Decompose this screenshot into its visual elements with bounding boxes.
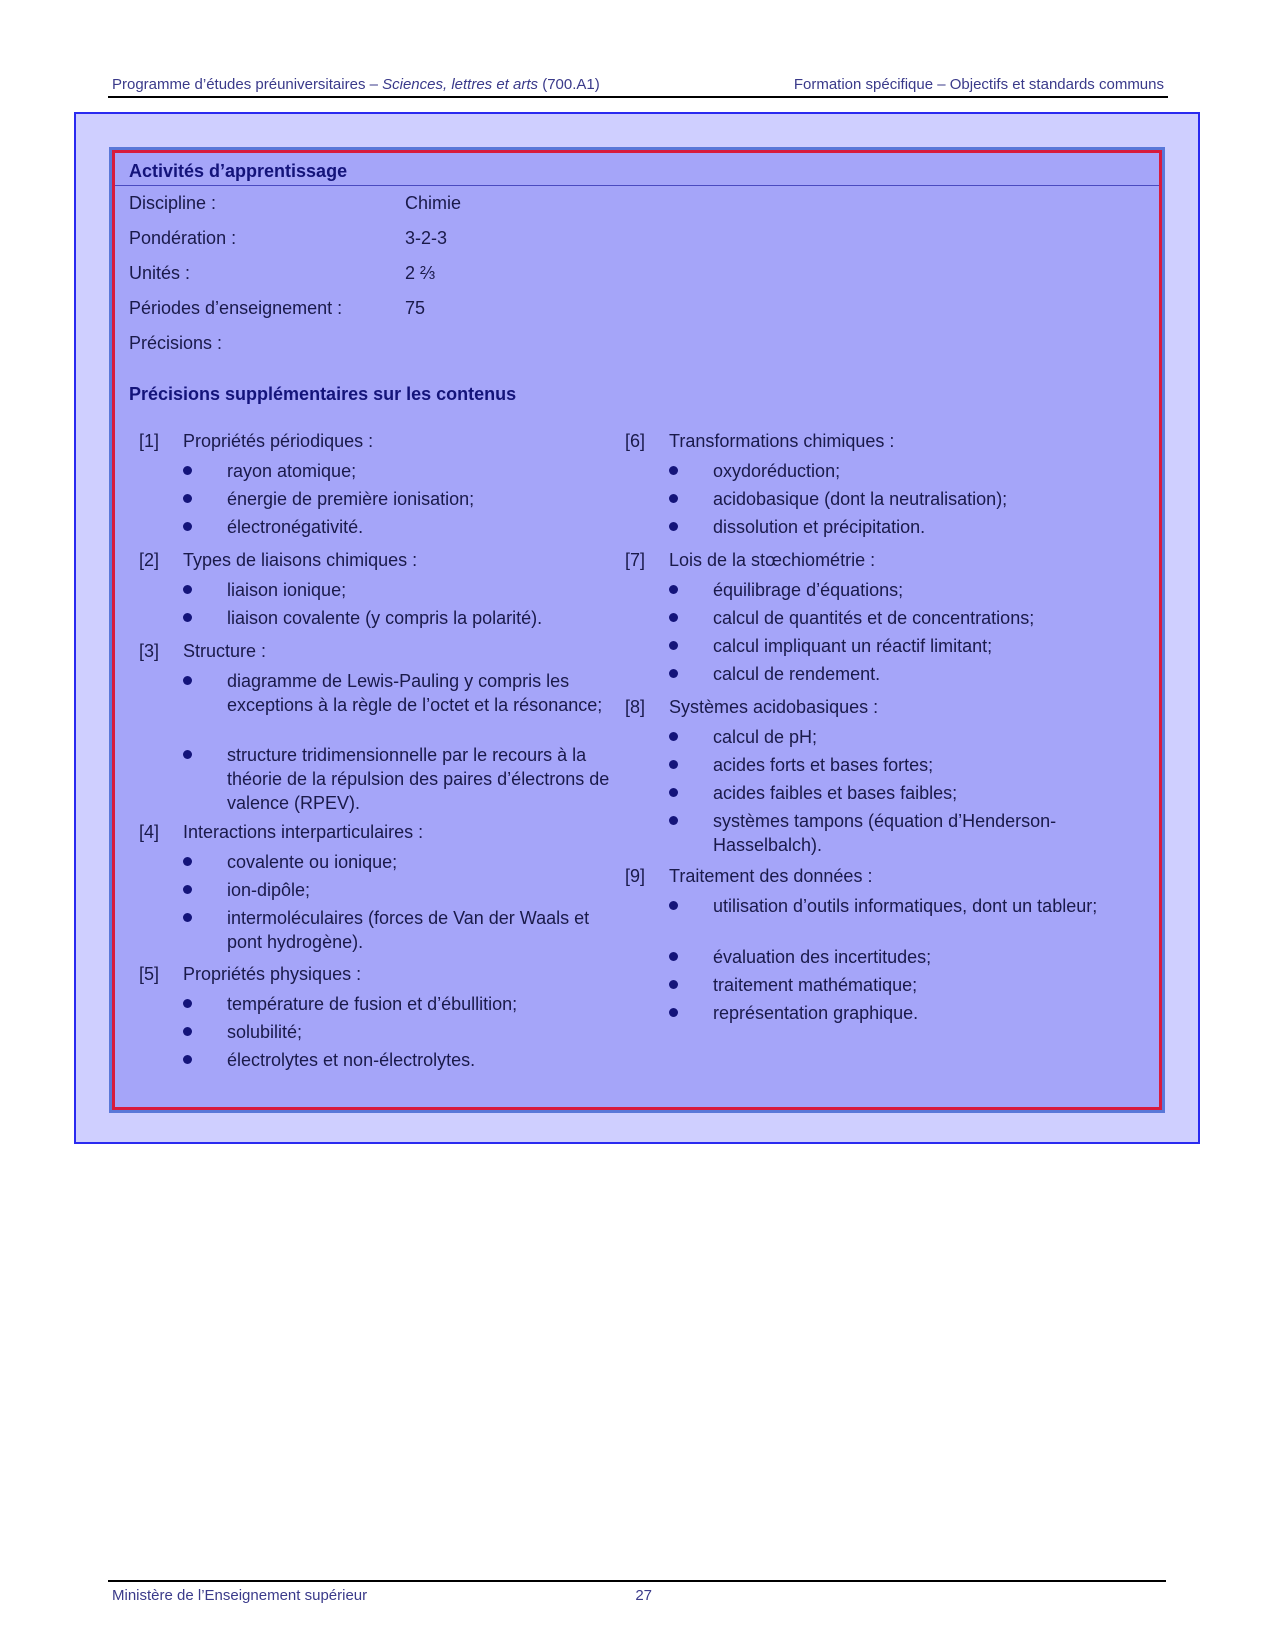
page-number: 27 — [635, 1587, 652, 1604]
list-item-text: calcul impliquant un réactif limitant; — [713, 636, 993, 656]
field-label-discipline: Discipline : — [129, 193, 217, 213]
list-item-text: électronégativité. — [227, 517, 364, 537]
bullet-icon — [669, 901, 678, 910]
bullet-icon — [669, 980, 678, 989]
topic-label: Systèmes acidobasiques : — [669, 697, 879, 717]
list-item-text: oxydoréduction; — [713, 461, 841, 481]
list-item-text: électrolytes et non-électrolytes. — [227, 1050, 476, 1070]
bullet-icon — [669, 732, 678, 741]
bullet-icon — [183, 585, 192, 594]
topic-number: [4] — [139, 822, 160, 842]
topic-number: [9] — [625, 866, 646, 886]
list-item-text: liaison covalente (y compris la polarité). — [227, 608, 543, 628]
bullet-icon — [669, 788, 678, 797]
header-italic: Sciences, lettres et arts — [382, 76, 539, 93]
list-item-text: structure tridimensionnelle par le recours à la théorie de la répulsion des paires d’électrons de valence (RPEV). — [227, 745, 610, 813]
bullet-icon — [669, 816, 678, 825]
bullet-icon — [669, 613, 678, 622]
list-item-text: évaluation des incertitudes; — [713, 947, 932, 967]
list-item-text: calcul de quantités et de concentrations; — [713, 608, 1035, 628]
bullet-icon — [669, 494, 678, 503]
list-item-text: rayon atomique; — [227, 461, 357, 481]
topic-number: [5] — [139, 964, 160, 984]
bullet-icon — [183, 999, 192, 1008]
field-value-ponderation: 3-2-3 — [405, 228, 448, 248]
bullet-icon — [669, 641, 678, 650]
bullet-icon — [183, 613, 192, 622]
activities-panel — [112, 150, 1162, 1110]
bullet-icon — [669, 760, 678, 769]
panel-title: Activités d’apprentissage — [129, 161, 348, 181]
bullet-icon — [669, 952, 678, 961]
footer-rule — [108, 1580, 1166, 1582]
list-item-text: intermoléculaires (forces de Van der Waals et pont hydrogène). — [227, 908, 590, 952]
list-item-text: énergie de première ionisation; — [227, 489, 475, 509]
field-value-periodes: 75 — [405, 298, 426, 318]
field-label-unites: Unités : — [129, 263, 191, 283]
bullet-icon — [183, 494, 192, 503]
list-item-text: acides faibles et bases faibles; — [713, 783, 958, 803]
topic-number: [7] — [625, 550, 646, 570]
list-item-text: acides forts et bases fortes; — [713, 755, 934, 775]
section-subheading: Précisions supplémentaires sur les contenus — [129, 384, 517, 404]
topic-label: Propriétés périodiques : — [183, 431, 374, 451]
bullet-icon — [183, 885, 192, 894]
bullet-icon — [669, 466, 678, 475]
bullet-icon — [669, 522, 678, 531]
list-item-text: dissolution et précipitation. — [713, 517, 926, 537]
list-item-text: liaison ionique; — [227, 580, 347, 600]
field-label-periodes: Périodes d’enseignement : — [129, 298, 343, 318]
bullet-icon — [183, 466, 192, 475]
field-label-precisions: Précisions : — [129, 333, 223, 353]
bullet-icon — [183, 913, 192, 922]
topic-label: Types de liaisons chimiques : — [183, 550, 418, 570]
topic-label: Traitement des données : — [669, 866, 873, 886]
header-prefix: Programme d’études préuniversitaires – — [112, 76, 383, 93]
list-item-text: ion-dipôle; — [227, 880, 311, 900]
bullet-icon — [183, 750, 192, 759]
bullet-icon — [669, 1008, 678, 1017]
field-value-unites: 2 ⅔ — [405, 263, 436, 283]
list-item-text: systèmes tampons (équation d’Henderson-Hasselbalch). — [713, 811, 1057, 855]
bullet-icon — [183, 1027, 192, 1036]
topic-label: Lois de la stœchiométrie : — [669, 550, 876, 570]
list-item-text: covalente ou ionique; — [227, 852, 398, 872]
list-item-text: équilibrage d’équations; — [713, 580, 904, 600]
field-value-discipline: Chimie — [405, 193, 462, 213]
list-item-text: utilisation d’outils informatiques, dont un tableur; — [713, 896, 1098, 916]
topic-number: [3] — [139, 641, 160, 661]
list-item-text: calcul de pH; — [713, 727, 818, 747]
list-item-text: représentation graphique. — [713, 1003, 919, 1023]
bullet-icon — [183, 857, 192, 866]
topic-number: [2] — [139, 550, 160, 570]
topic-number: [8] — [625, 697, 646, 717]
list-item-text: diagramme de Lewis-Pauling y compris les exceptions à la règle de l’octet et la résonance; — [227, 671, 603, 715]
header-program-title — [112, 76, 600, 93]
list-item-text: température de fusion et d’ébullition; — [227, 994, 518, 1014]
bullet-icon — [669, 669, 678, 678]
topic-label: Interactions interparticulaires : — [183, 822, 424, 842]
header-rule — [108, 96, 1168, 98]
bullet-icon — [183, 1055, 192, 1064]
topic-label: Propriétés physiques : — [183, 964, 362, 984]
bullet-icon — [183, 676, 192, 685]
header-section-title: Formation spécifique – Objectifs et standards communs — [793, 76, 1164, 93]
topic-label: Structure : — [183, 641, 267, 661]
header-suffix: (700.A1) — [538, 76, 600, 93]
footer-ministry: Ministère de l’Enseignement supérieur — [112, 1587, 368, 1604]
title-rule — [115, 185, 1159, 186]
running-header — [112, 76, 1164, 96]
bullet-icon — [183, 522, 192, 531]
list-item-text: solubilité; — [227, 1022, 303, 1042]
topic-number: [1] — [139, 431, 160, 451]
page-footer — [112, 1587, 652, 1607]
topic-number: [6] — [625, 431, 646, 451]
bullet-icon — [669, 585, 678, 594]
list-item-text: traitement mathématique; — [713, 975, 918, 995]
topic-label: Transformations chimiques : — [669, 431, 895, 451]
list-item-text: calcul de rendement. — [713, 664, 881, 684]
list-item-text: acidobasique (dont la neutralisation); — [713, 489, 1008, 509]
field-label-ponderation: Pondération : — [129, 228, 237, 248]
